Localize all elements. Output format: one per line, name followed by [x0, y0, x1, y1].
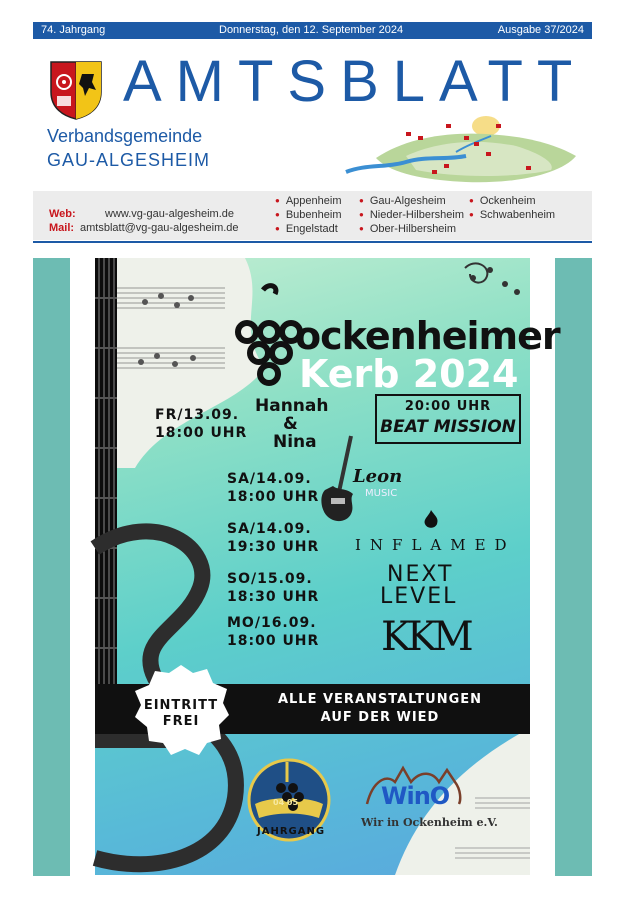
event-time: 18:00 UHR [155, 425, 248, 441]
beat-mission-box [375, 394, 521, 444]
act-inflamed: INFLAMED [355, 536, 516, 554]
web-label: Web: [49, 208, 76, 220]
event-time: 18:30 UHR [227, 589, 320, 605]
event-date: SA/14.09. [227, 471, 312, 487]
issue-number: Ausgabe 37/2024 [497, 24, 584, 36]
wino-logo-text: WinO [381, 782, 450, 810]
band-line-2: AUF DER WIED [320, 710, 440, 725]
event-date: MO/16.09. [227, 615, 317, 631]
mail-label: Mail: [49, 222, 75, 234]
masthead-bar [33, 22, 592, 39]
town-engelstadt: ● Engelstadt [275, 223, 338, 235]
contact-info-box [33, 191, 592, 240]
badge-line-2: FREI [162, 714, 200, 729]
jahrgang-years: 04 05 [273, 798, 299, 807]
town-nieder-hilbersheim: ● Nieder-Hilbersheim [359, 209, 464, 221]
box-time: 20:00 UHR [404, 399, 492, 414]
subtitle-line-2: GAU-ALGESHEIM [47, 150, 211, 170]
act-hannah: Hannah [255, 396, 329, 416]
subtitle-line-1: Verbandsgemeinde [47, 126, 203, 146]
town-schwabenheim: ● Schwabenheim [469, 209, 555, 221]
act-ampersand: & [283, 414, 298, 434]
volume-label: 74. Jahrgang [41, 24, 106, 36]
kerb-poster [95, 258, 560, 875]
region-map-illustration [346, 112, 578, 188]
box-act: BEAT MISSION [380, 417, 516, 437]
header-divider [33, 241, 592, 243]
act-leon-music: MUSIC [365, 488, 398, 499]
event-time: 18:00 UHR [227, 633, 320, 649]
left-teal-band [33, 258, 70, 876]
poster-title-ockenheimer: ockenheimer [295, 314, 560, 358]
flame-icon [423, 510, 439, 530]
issue-date: Donnerstag, den 12. September 2024 [219, 24, 404, 36]
act-next: NEXT [387, 562, 454, 587]
band-line-1: ALLE VERANSTALTUNGEN [277, 692, 483, 707]
event-date: FR/13.09. [155, 407, 240, 423]
town-appenheim: ● Appenheim [275, 195, 342, 207]
town-ober-hilbersheim: ● Ober-Hilbersheim [359, 223, 456, 235]
town-ockenheim: ● Ockenheim [469, 195, 535, 207]
wino-subtitle: Wir in Ockenheim e.V. [361, 816, 498, 829]
act-kkm: KKM [381, 614, 470, 660]
web-link[interactable]: www.vg-gau-algesheim.de [105, 208, 235, 220]
act-leon: Leon [353, 466, 403, 487]
event-time: 18:00 UHR [227, 489, 320, 505]
page-title: AMTSBLATT [123, 49, 587, 114]
right-teal-band [555, 258, 592, 876]
poster-title-kerb: Kerb 2024 [299, 352, 519, 396]
event-date: SO/15.09. [227, 571, 313, 587]
event-date: SA/14.09. [227, 521, 312, 537]
town-bubenheim: ● Bubenheim [275, 209, 342, 221]
coat-of-arms-icon [49, 60, 103, 120]
event-time: 19:30 UHR [227, 539, 320, 555]
badge-line-1: EINTRITT [143, 698, 219, 713]
jahrgang-label: JAHRGANG [257, 826, 326, 837]
act-nina: Nina [273, 432, 317, 452]
mail-link[interactable]: amtsblatt@vg-gau-algesheim.de [80, 222, 239, 234]
act-level: LEVEL [380, 584, 458, 609]
town-gau-algesheim: ● Gau-Algesheim [359, 195, 446, 207]
